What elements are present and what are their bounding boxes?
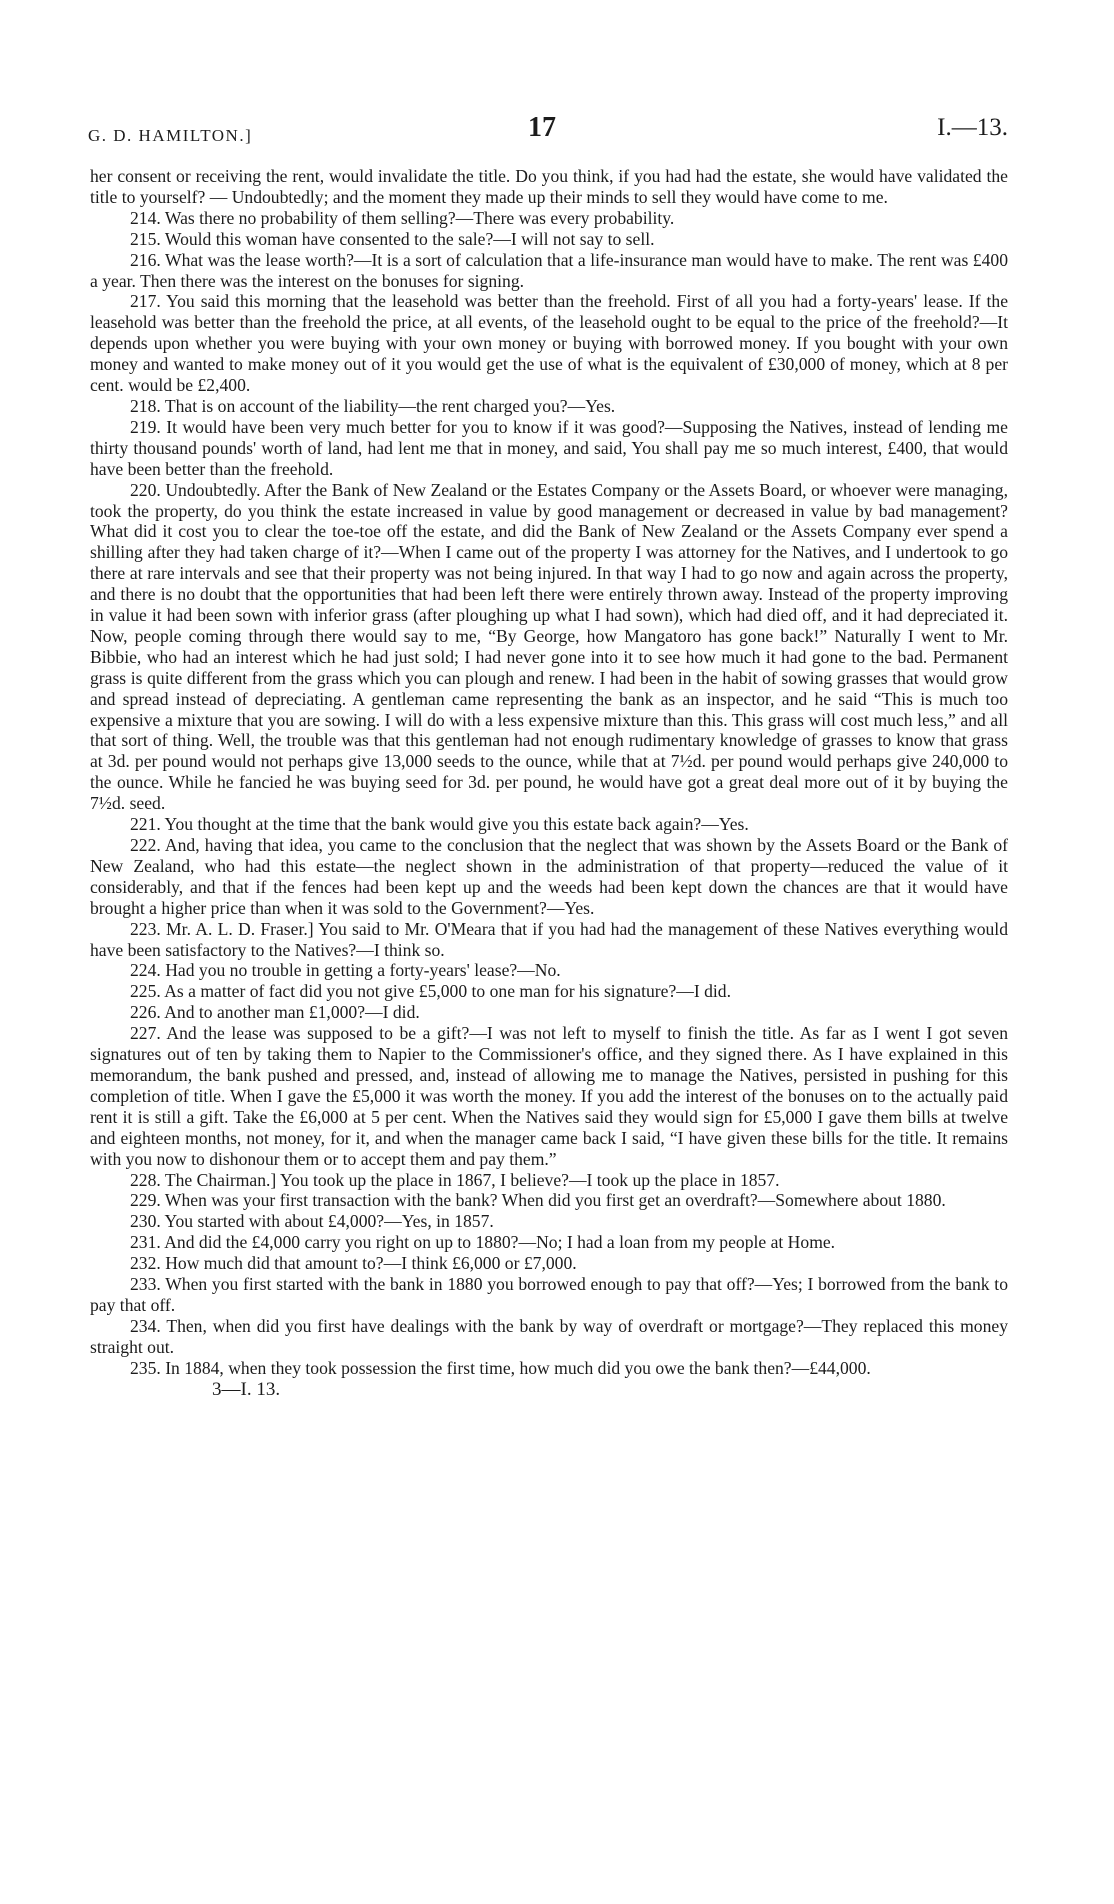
question-224: 224. Had you no trouble in getting a forty-years' lease?—No.: [130, 960, 561, 981]
signature-mark: 3—I. 13.: [212, 1378, 281, 1400]
question-216: 216. What was the lease worth?—It is a sort of calculation that a life-insurance man would have to make. The rent was £400 a year. Then there was the interest on the bonuses for signing.: [90, 249, 1008, 291]
question-220: 220. Undoubtedly. After the Bank of New Zealand or the Estates Company or the Assets Board, or whoever were managing, took the property, do you think the estate increased in value by good management or decreased in value by bad management? What did it cost you to clear the toe-toe off the estate, and did the Bank of New Zealand or the Assets Company ever spend a shilling after they had taken charge of it?—When I came out of the property I was attorney for the Natives, and I undertook to go there at rare intervals and see that their property was not being injured. In that way I had to go now and again across the property, and there is no doubt that the opportunities that had been left there were entirely thrown away. Instead of the property improving in value it had been sown with inferior grass (after ploughing up what I had sown), which had died off, and it had depreciated it. Now, people coming through there would say to me, “By George, how Mangatoro has gone back!” Naturally I went to Mr. Bibbie, who had an interest which he had just sold; I had never gone into it to see how much it had gone to the bad. Permanent grass is quite different from the grass which you can plough and renew. I had been in the habit of sowing grasses that would grow and spread instead of depreciating. A gentleman came representing the bank as an inspector, and he said “This is much too expensive a mixture that you are sowing. I will do with a less expensive mixture than this. This grass will cost much less,” and all that sort of thing. Well, the trouble was that this gentleman had not enough rudimentary knowledge of grasses to know that grass at 3d. per pound would not perhaps give 13,000 seeds to the ounce, while that at 7½d. per pound would perhaps give 240,000 to the ounce. While he fancied he was buying seed for 3d. per pound, he would have got a great deal more out of it by buying the 7½d. seed.: [90, 479, 1008, 814]
question-233: 233. When you first started with the bank in 1880 you borrowed enough to pay that off?—Yes; I borrowed from the bank to pay that off.: [90, 1274, 1008, 1315]
document-reference: I.—13.: [937, 114, 1008, 141]
witness-name-header: G. D. HAMILTON.]: [88, 126, 253, 145]
question-222: 222. And, having that idea, you came to the conclusion that the neglect that was shown by the Assets Board or the Bank of New Zealand, who had this estate—the neglect shown in the administration of that property—reduced the value of it considerably, and that if the fences had been kept up and the weeds had been kept down the chances are that it would have brought a higher price than when it was sold to the Government?—Yes.: [90, 835, 1008, 918]
page-number: 17: [528, 112, 556, 143]
page-header: [88, 112, 1008, 152]
question-227: 227. And the lease was supposed to be a gift?—I was not left to myself to finish the title. As far as I went I got seven signatures out of ten by taking them to Napier to the Commissioner's office, and they signed there. As I have explained in this memorandum, the bank pushed and pressed, and, instead of allowing me to manage the Natives, persisted in pushing for this completion of title. When I gave the £5,000 it was worth the money. If you add the interest of the bonuses on to the actually paid rent it is still a gift. Take the £6,000 at 5 per cent. When the Natives said they would sign for £5,000 I gave them bills at twelve and eighteen months, not money, for it, and when the manager came back I said, “I have given these bills for the title. It remains with you now to dishonour them or to accept them and pay them.”: [90, 1023, 1008, 1169]
question-215: 215. Would this woman have consented to the sale?—I will not say to sell.: [130, 228, 655, 249]
question-225: 225. As a matter of fact did you not give £5,000 to one man for his signature?—I did.: [130, 981, 731, 1002]
question-218: 218. That is on account of the liability—the rent charged you?—Yes.: [130, 395, 616, 416]
question-229: 229. When was your first transaction with the bank? When did you first get an overdraft?—Somewhere about 1880.: [130, 1190, 946, 1211]
question-223: 223. Mr. A. L. D. Fraser.] You said to Mr. O'Meara that if you had had the management of these Natives everything would have been satisfactory to the Natives?—I think so.: [90, 918, 1008, 960]
question-231: 231. And did the £4,000 carry you right on up to 1880?—No; I had a loan from my people at Home.: [130, 1232, 836, 1253]
question-217: 217. You said this morning that the leasehold was better than the freehold. First of all you had a forty-years' lease. If the leasehold was better than the freehold the price, at all events, of the leasehold ought to be equal to the price of the freehold?—It depends upon whether you were buying with your own money or buying with borrowed money. If you bought with your own money and wanted to make money out of it you would get the use of what is the equivalent of £30,000 of money, which at 8 per cent. would be £2,400.: [90, 291, 1008, 396]
question-234: 234. Then, when did you first have dealings with the bank by way of overdraft or mortgage?—They replaced this money straight out.: [90, 1315, 1008, 1357]
question-219: 219. It would have been very much better for you to know if it was good?—Supposing the Natives, instead of lending me thirty thousand pounds' worth of land, had lent me that in money, and said, You shall pay me so much interest, £400, that would have been better than the freehold.: [90, 416, 1008, 479]
question-226: 226. And to another man £1,000?—I did.: [130, 1002, 420, 1023]
question-228: 228. The Chairman.] You took up the place in 1867, I believe?—I took up the place in 1857.: [130, 1169, 780, 1190]
question-232: 232. How much did that amount to?—I think £6,000 or £7,000.: [130, 1253, 577, 1274]
question-230: 230. You started with about £4,000?—Yes, in 1857.: [130, 1211, 494, 1232]
paragraph-continuation: her consent or receiving the rent, would invalidate the title. Do you think, if you had had the estate, she would have validated the title to yourself? — Undoubtedly; and the moment they made up their minds to sell they would have come to me.: [90, 166, 1008, 207]
question-235: 235. In 1884, when they took possession the first time, how much did you owe the bank then?—£44,000.: [130, 1357, 871, 1378]
question-214: 214. Was there no probability of them selling?—There was every probability.: [130, 207, 675, 228]
testimony-body: [90, 166, 1008, 1401]
question-221: 221. You thought at the time that the bank would give you this estate back again?—Yes.: [130, 814, 749, 835]
